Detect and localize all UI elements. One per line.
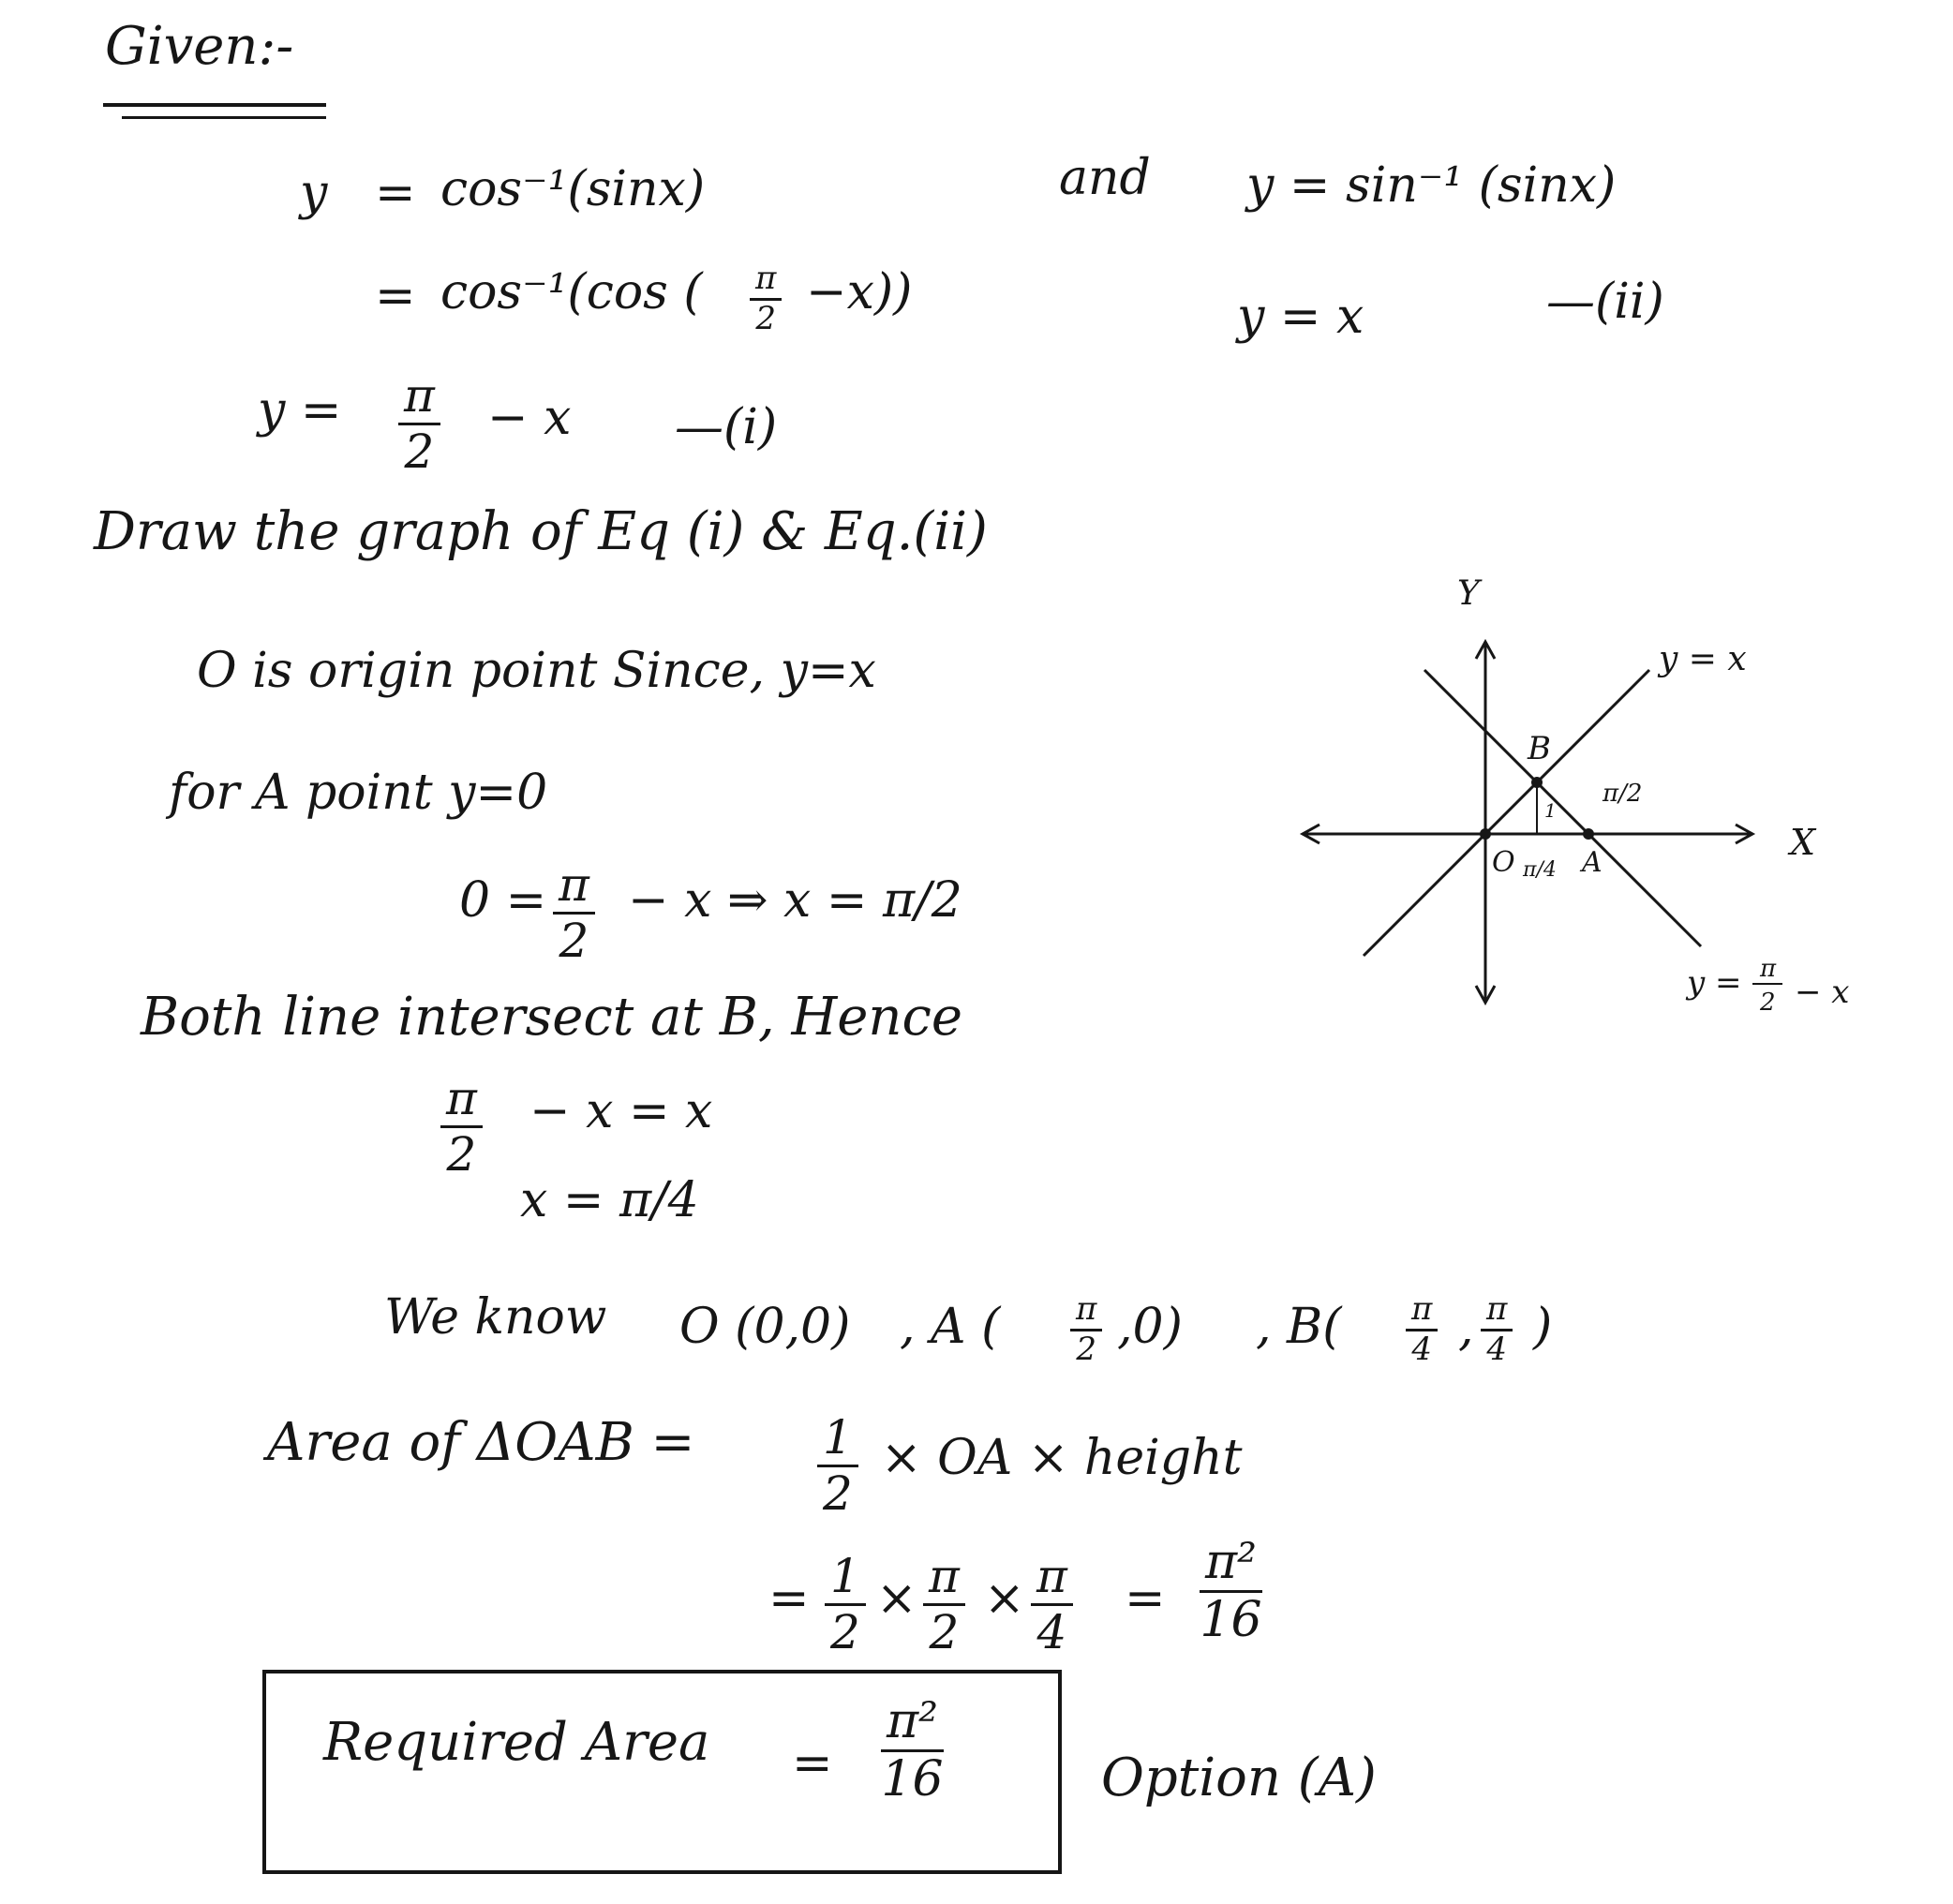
area-calc-result bbox=[1200, 1534, 1262, 1648]
x-axis-label: X bbox=[1790, 822, 1816, 863]
line2-label-post: − x bbox=[1795, 974, 1850, 1011]
area-calc-result-num: π² bbox=[1200, 1537, 1262, 1593]
eq3-frac-num: π bbox=[398, 371, 440, 425]
b-calc-frac-num: π bbox=[440, 1074, 483, 1128]
eq-right-2: y = x bbox=[1237, 289, 1364, 345]
point-a-fraction bbox=[1070, 1290, 1102, 1368]
answer-den: 16 bbox=[881, 1750, 944, 1807]
line1-label: y = x bbox=[1659, 640, 1747, 678]
point-a-frac-den: 2 bbox=[1076, 1330, 1096, 1368]
eq2-fraction bbox=[750, 262, 782, 335]
area-calc-frac-2 bbox=[923, 1549, 965, 1659]
line2-label-num: π bbox=[1760, 955, 1777, 983]
point-o-label: O bbox=[1492, 846, 1515, 879]
area-calc-times-2: × bbox=[984, 1570, 1025, 1627]
area-calc-n3: π bbox=[1031, 1552, 1073, 1606]
area-calc-equals-2: = bbox=[1125, 1570, 1166, 1627]
eq3-fraction bbox=[398, 368, 440, 479]
eq3-rhs: − x bbox=[487, 390, 572, 446]
line-y-equals-pi-half-minus-x bbox=[1424, 670, 1701, 946]
point-b-x-den: 4 bbox=[1411, 1330, 1432, 1368]
tick-pi-quarter: π/4 bbox=[1523, 858, 1557, 882]
point-b-pre: , B( bbox=[1256, 1299, 1342, 1355]
line2-label-den: 2 bbox=[1760, 989, 1776, 1017]
draw-instruction: Draw the graph of Eq (i) & Eq.(ii) bbox=[94, 501, 988, 562]
heading-underline-2 bbox=[122, 116, 326, 119]
answer-label: Required Area bbox=[323, 1712, 710, 1773]
eq2-equals: = bbox=[375, 268, 416, 324]
area-formula-rest: × OA × height bbox=[881, 1430, 1243, 1486]
a-calc-fraction bbox=[553, 857, 595, 968]
eq-right-1: y = sin⁻¹ (sinx) bbox=[1246, 157, 1617, 214]
intersect-line: Both line intersect at B, Hence bbox=[141, 987, 962, 1048]
answer-num: π² bbox=[881, 1696, 944, 1752]
area-calc-equals: = bbox=[768, 1570, 810, 1627]
area-calc-frac-1 bbox=[825, 1549, 866, 1659]
area-half-num: 1 bbox=[817, 1413, 858, 1467]
eq1-equals: = bbox=[375, 165, 416, 221]
a-calc-lhs: 0 = bbox=[459, 872, 547, 929]
answer-option: Option (A) bbox=[1101, 1748, 1377, 1808]
a-calc-frac-den: 2 bbox=[559, 913, 589, 968]
b-calc-result: x = π/4 bbox=[520, 1172, 699, 1228]
eq1-lhs: y bbox=[300, 165, 328, 221]
line-y-equals-x bbox=[1364, 670, 1649, 956]
area-calc-d3: 4 bbox=[1036, 1604, 1067, 1659]
answer-fraction bbox=[881, 1693, 944, 1807]
area-calc-n2: π bbox=[923, 1552, 965, 1606]
answer-equals: = bbox=[792, 1735, 833, 1792]
y-axis-label: Y bbox=[1457, 574, 1480, 613]
point-b-label: B bbox=[1528, 730, 1551, 767]
point-o-dot bbox=[1480, 828, 1491, 840]
point-a-pre: , A ( bbox=[900, 1299, 1001, 1355]
for-a-line: for A point y=0 bbox=[169, 765, 548, 821]
area-calc-n1: 1 bbox=[825, 1552, 866, 1606]
eq1-rhs: cos⁻¹(sinx) bbox=[440, 161, 706, 217]
point-b-comma: , bbox=[1458, 1301, 1474, 1357]
area-half-fraction bbox=[817, 1410, 858, 1521]
origin-line: O is origin point Since, y=x bbox=[197, 643, 876, 699]
area-label: Area of ΔOAB = bbox=[267, 1412, 695, 1473]
points-intro: We know bbox=[384, 1289, 607, 1346]
eq3-tag: —(i) bbox=[675, 399, 778, 455]
eq3-lhs: y = bbox=[258, 382, 342, 439]
b-calc-fraction bbox=[440, 1071, 483, 1182]
area-calc-d2: 2 bbox=[929, 1604, 960, 1659]
tick-one: 1 bbox=[1544, 799, 1557, 822]
line2-label-pre: y = bbox=[1687, 964, 1742, 1002]
point-b-fraction-x bbox=[1406, 1290, 1438, 1368]
point-b-x-num: π bbox=[1406, 1293, 1438, 1331]
point-o-coords: O (0,0) bbox=[679, 1299, 851, 1355]
area-calc-d1: 2 bbox=[830, 1604, 860, 1659]
area-half-den: 2 bbox=[823, 1465, 853, 1521]
and-word: and bbox=[1059, 150, 1151, 206]
point-a-label: A bbox=[1582, 846, 1603, 879]
tick-pi-half: π/2 bbox=[1603, 780, 1643, 808]
eq2-part-a: cos⁻¹(cos ( bbox=[440, 264, 703, 320]
given-heading: Given:- bbox=[105, 16, 294, 77]
b-calc-rhs: − x = x bbox=[529, 1083, 713, 1139]
point-b-fraction-y bbox=[1481, 1290, 1513, 1368]
graph-sketch bbox=[1284, 562, 1884, 1049]
eq2-frac-den: 2 bbox=[755, 299, 776, 337]
point-b-dot bbox=[1531, 777, 1543, 788]
a-calc-frac-num: π bbox=[553, 860, 595, 915]
point-b-y-num: π bbox=[1481, 1293, 1513, 1331]
point-a-frac-num: π bbox=[1070, 1293, 1102, 1331]
area-calc-times-1: × bbox=[876, 1570, 917, 1627]
eq2-part-b: −x)) bbox=[806, 264, 913, 320]
graph-axes bbox=[1303, 642, 1752, 1003]
eq3-frac-den: 2 bbox=[404, 424, 435, 479]
eq-right-2-tag: —(ii) bbox=[1546, 274, 1664, 330]
b-calc-frac-den: 2 bbox=[446, 1126, 477, 1182]
point-b-post: ) bbox=[1533, 1299, 1553, 1355]
eq2-frac-num: π bbox=[750, 262, 782, 301]
a-calc-rhs: − x ⇒ x = π/2 bbox=[628, 872, 962, 929]
point-b-y-den: 4 bbox=[1486, 1330, 1507, 1368]
point-a-post: ,0) bbox=[1117, 1299, 1183, 1355]
area-calc-frac-3 bbox=[1031, 1549, 1073, 1659]
area-calc-result-den: 16 bbox=[1200, 1591, 1262, 1648]
heading-underline bbox=[103, 103, 326, 107]
point-a-dot bbox=[1583, 828, 1594, 840]
